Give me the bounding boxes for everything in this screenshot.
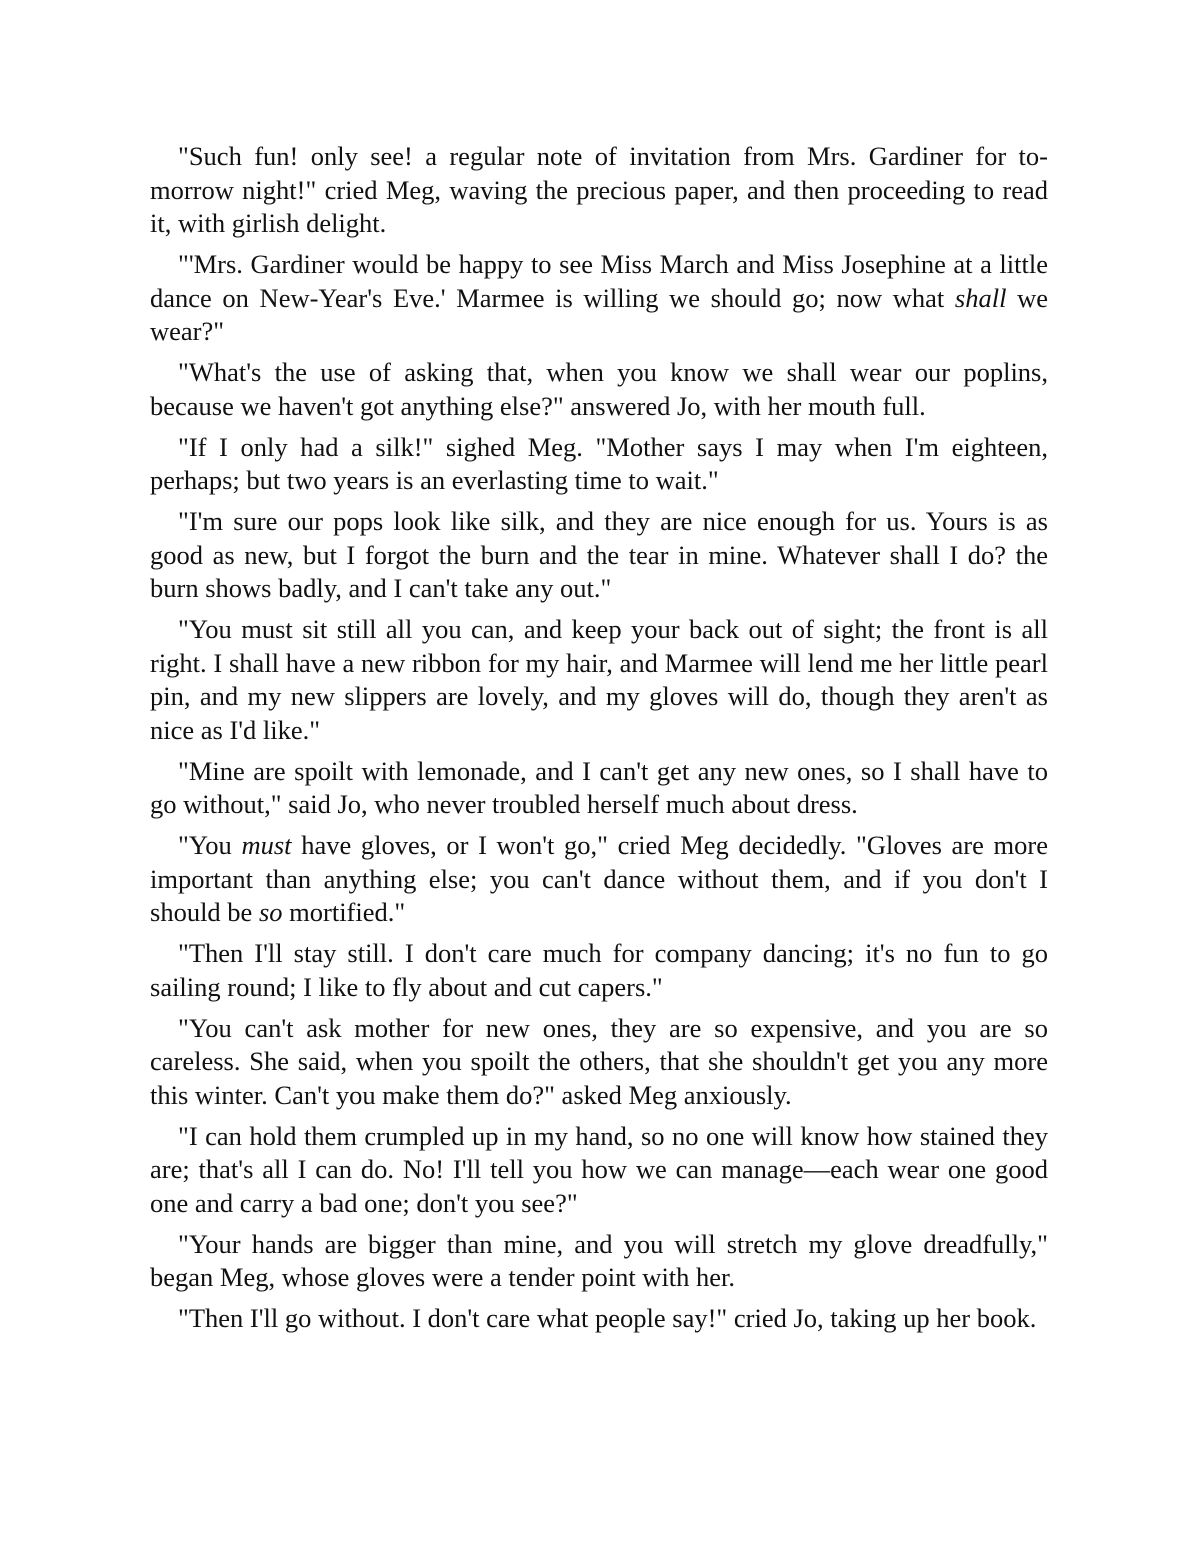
paragraph-crumpled-up [150,1120,1048,1221]
text-run: "I can hold them crumpled up in my hand, so no one will know how stained they are; that's all I can do. No! I'll tell you how we can manage—each wear one good one and carry a bad one; don't you see?" [150,1120,1048,1218]
text-run: "Such fun! only see! a regular note of invitation from Mrs. Gardiner for to-morrow night!" cried Meg, waving the precious paper, and then proceeding to read it, with girlish delight. [150,141,1048,238]
paragraph-go-without [150,1302,1048,1336]
paragraph-what-shall-we-wear [150,248,1048,349]
text-run: "If I only had a silk!" sighed Meg. "Mother says I may when I'm eighteen, perhaps; but two years is an everlasting time to wait." [150,431,1048,495]
book-page [150,140,1048,1343]
text-run: "'Mrs. Gardiner would be happy to see Miss March and Miss Josephine at a little dance on New-Year's Eve.' Marmee is willing we should go; now what [150,249,1048,313]
paragraph-bigger-hands [150,1228,1048,1295]
emphasis-must: must [241,830,292,860]
text-run: "You [178,830,242,860]
paragraph-sit-still [150,613,1048,747]
paragraph-burn-and-tear [150,505,1048,606]
text-run: "You must sit still all you can, and keep your back out of sight; the front is all right. I shall have a new ribbon for my hair, and Marmee will lend me her little pearl pin, and my new slippers are lovely, and my gloves will do, though they aren't as nice as I'd like." [150,614,1048,745]
paragraph-stay-still [150,937,1048,1004]
text-run: we wear?" [150,282,1048,346]
text-run: "You can't ask mother for new ones, they are so expensive, and you are so careless. She said, when you spoilt the others, that she shouldn't get you any more this winter. Can't you make them do?" asked Meg anxiously. [150,1012,1048,1110]
text-run: "What's the use of asking that, when you know we shall wear our poplins, because we haven't got anything else?" answered Jo, with her mouth full. [150,357,1048,421]
paragraph-must-have-gloves [150,829,1048,930]
text-run: "Then I'll stay still. I don't care much for company dancing; it's no fun to go sailing round; I like to fly about and cut capers." [150,938,1048,1002]
text-run: mortified." [282,897,406,927]
emphasis-so: so [258,897,283,927]
emphasis-shall: shall [954,282,1007,313]
paragraph-silk [150,431,1048,498]
paragraph-poplins [150,356,1048,423]
text-run: "I'm sure our pops look like silk, and they are nice enough for us. Yours is as good as new, but I forgot the burn and the tear in mine. Whatever shall I do? the burn shows badly, and I can't take any out." [150,506,1048,603]
paragraph-lemonade [150,755,1048,822]
text-run: "Then I'll go without. I don't care what people say!" cried Jo, taking up her book. [178,1303,1037,1333]
text-run: have gloves, or I won't go," cried Meg decidedly. "Gloves are more important than anything else; you can't dance without them, and if you don't I should be [150,830,1049,927]
text-run: "Your hands are bigger than mine, and you will stretch my glove dreadfully," began Meg, whose gloves were a tender point with her. [150,1228,1048,1292]
paragraph-ask-mother [150,1012,1048,1113]
text-run: "Mine are spoilt with lemonade, and I can't get any new ones, so I shall have to go without," said Jo, who never troubled herself much about dress. [150,755,1048,819]
paragraph-invitation-note [150,140,1048,241]
